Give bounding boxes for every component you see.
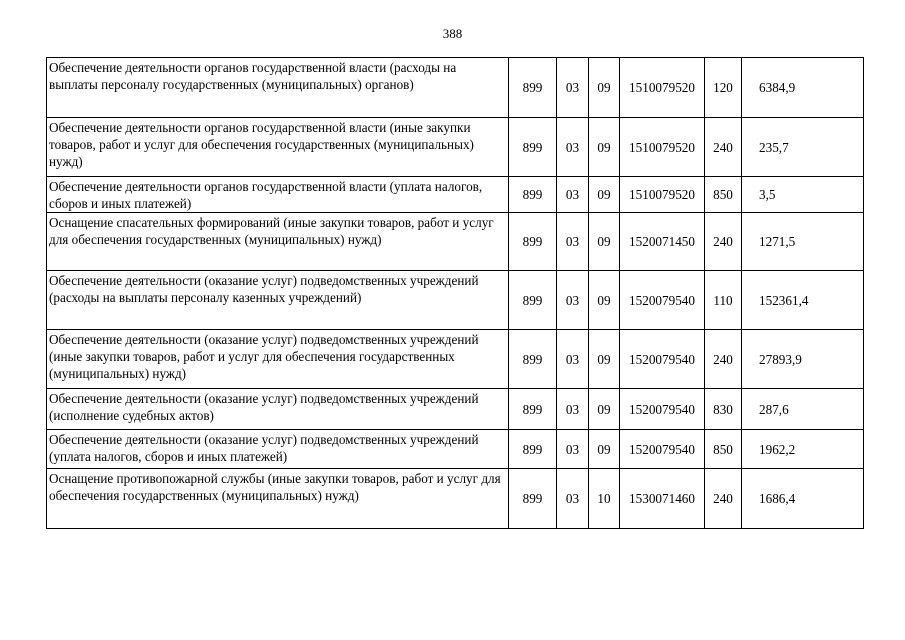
subsection-code: 09: [589, 330, 620, 389]
table-row: [47, 389, 864, 430]
section-code: 03: [557, 469, 589, 529]
table-row: [47, 469, 864, 529]
section-code: 03: [557, 213, 589, 271]
amount: 235,7: [742, 118, 864, 177]
ved-code: 899: [509, 177, 557, 213]
section-code: 03: [557, 271, 589, 330]
ved-code: 899: [509, 389, 557, 430]
ved-code: 899: [509, 330, 557, 389]
subsection-code: 09: [589, 389, 620, 430]
section-code: 03: [557, 430, 589, 469]
table-row: [47, 213, 864, 271]
amount: 1271,5: [742, 213, 864, 271]
amount: 1962,2: [742, 430, 864, 469]
row-description: Обеспечение деятельности органов государственной власти (иные закупки товаров, работ и услуг для обеспечения государственных (муниципальных) нужд): [47, 118, 509, 177]
amount: 1686,4: [742, 469, 864, 529]
row-description: Обеспечение деятельности (оказание услуг) подведомственных учреждений (расходы на выплаты персоналу казенных учреждений): [47, 271, 509, 330]
expense-type-code: 850: [705, 177, 742, 213]
ved-code: 899: [509, 469, 557, 529]
ved-code: 899: [509, 271, 557, 330]
row-description: Обеспечение деятельности (оказание услуг) подведомственных учреждений (иные закупки товаров, работ и услуг для обеспечения государственных (муниципальных) нужд): [47, 330, 509, 389]
subsection-code: 09: [589, 118, 620, 177]
section-code: 03: [557, 389, 589, 430]
expense-type-code: 240: [705, 213, 742, 271]
amount: 152361,4: [742, 271, 864, 330]
expense-type-code: 240: [705, 469, 742, 529]
row-description: Оснащение спасательных формирований (иные закупки товаров, работ и услуг для обеспечения государственных (муниципальных) нужд): [47, 213, 509, 271]
expense-type-code: 850: [705, 430, 742, 469]
subsection-code: 09: [589, 213, 620, 271]
amount: 6384,9: [742, 58, 864, 118]
ved-code: 899: [509, 58, 557, 118]
table-row: [47, 177, 864, 213]
row-description: Оснащение противопожарной службы (иные закупки товаров, работ и услуг для обеспечения государственных (муниципальных) нужд): [47, 469, 509, 529]
expense-type-code: 830: [705, 389, 742, 430]
section-code: 03: [557, 330, 589, 389]
budget-table: [46, 57, 864, 529]
expense-type-code: 110: [705, 271, 742, 330]
target-article-code: 1520079540: [620, 430, 705, 469]
page-number: 388: [442, 26, 463, 41]
expense-type-code: 240: [705, 330, 742, 389]
target-article-code: 1510079520: [620, 58, 705, 118]
subsection-code: 09: [589, 430, 620, 469]
table-row: [47, 118, 864, 177]
amount: 27893,9: [742, 330, 864, 389]
subsection-code: 10: [589, 469, 620, 529]
expense-type-code: 240: [705, 118, 742, 177]
section-code: 03: [557, 118, 589, 177]
subsection-code: 09: [589, 58, 620, 118]
target-article-code: 1530071460: [620, 469, 705, 529]
section-code: 03: [557, 58, 589, 118]
row-description: Обеспечение деятельности органов государственной власти (уплата налогов, сборов и иных платежей): [47, 177, 509, 213]
table-row: [47, 271, 864, 330]
table-row: [47, 430, 864, 469]
row-description: Обеспечение деятельности органов государственной власти (расходы на выплаты персоналу государственных (муниципальных) органов): [47, 58, 509, 118]
table-row: [47, 58, 864, 118]
row-description: Обеспечение деятельности (оказание услуг) подведомственных учреждений (исполнение судебных актов): [47, 389, 509, 430]
amount: 287,6: [742, 389, 864, 430]
target-article-code: 1520071450: [620, 213, 705, 271]
target-article-code: 1510079520: [620, 177, 705, 213]
target-article-code: 1520079540: [620, 271, 705, 330]
ved-code: 899: [509, 430, 557, 469]
subsection-code: 09: [589, 271, 620, 330]
target-article-code: 1520079540: [620, 330, 705, 389]
target-article-code: 1510079520: [620, 118, 705, 177]
target-article-code: 1520079540: [620, 389, 705, 430]
expense-type-code: 120: [705, 58, 742, 118]
amount: 3,5: [742, 177, 864, 213]
ved-code: 899: [509, 213, 557, 271]
row-description: Обеспечение деятельности (оказание услуг) подведомственных учреждений (уплата налогов, сборов и иных платежей): [47, 430, 509, 469]
ved-code: 899: [509, 118, 557, 177]
section-code: 03: [557, 177, 589, 213]
subsection-code: 09: [589, 177, 620, 213]
table-row: [47, 330, 864, 389]
